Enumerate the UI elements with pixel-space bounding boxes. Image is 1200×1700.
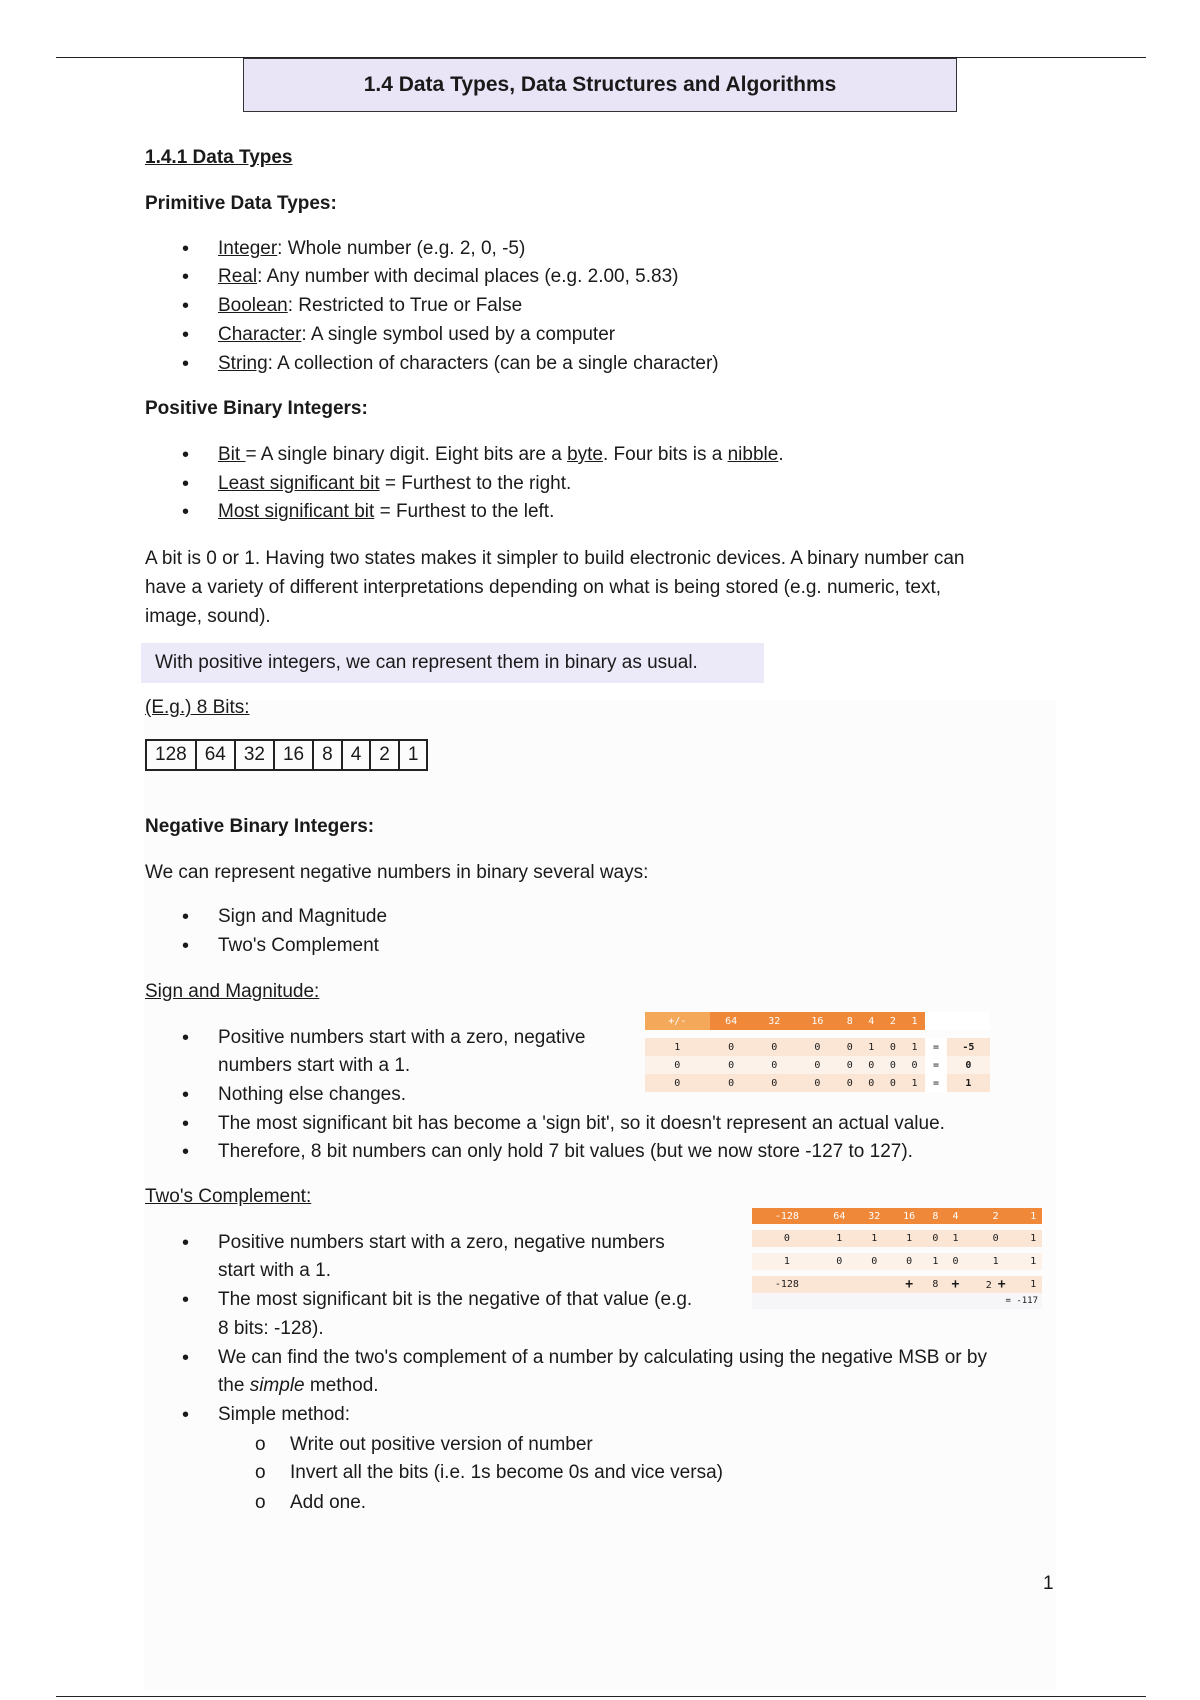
bullet-icon: • [182,1347,190,1369]
header-cell: 1 [904,1012,926,1030]
bit-cell: 128 [147,741,197,769]
bit-cell: 0 [857,1253,892,1270]
value-cell: 0 [947,1056,990,1074]
list-item: • Integer: Whole number (e.g. 2, 0, -5) [218,235,525,263]
list-item-continuation: the simple method. [218,1375,379,1396]
bit-cell: 0 [753,1038,796,1056]
bit-cell: 0 [882,1074,904,1092]
bit-cell: 0 [710,1074,753,1092]
paragraph-line: A bit is 0 or 1. Having two states makes it simpler to build electronic devices. A binary number can [145,548,965,569]
page-number: 1 [1043,1573,1054,1594]
sum-cell: 8 [927,1276,944,1293]
equals-cell: = [925,1074,947,1092]
bullet-icon: • [182,906,190,928]
bit-cell: 1 [944,1230,967,1247]
bullet-icon: • [182,935,190,957]
header-cell: 2 [967,1208,1025,1224]
bit-cell: 0 [645,1056,710,1074]
sub-list-item: o Add one. [290,1489,366,1517]
value-cell: -5 [947,1038,990,1056]
sum-row [752,1276,1042,1293]
negative-intro: We can represent negative numbers in binary several ways: [145,862,649,883]
header-cell: 8 [927,1208,944,1224]
bit-cell: 0 [796,1056,839,1074]
header-cell: 4 [861,1012,883,1030]
equals-cell: = [925,1038,947,1056]
circle-bullet-icon: o [255,1462,266,1483]
bottom-rule [56,1696,1146,1697]
list-item: • The most significant bit is the negative of that value (e.g. [218,1286,692,1314]
header-cell: 2 [882,1012,904,1030]
bullet-icon: • [182,324,190,346]
bit-cell: 1 [1024,1230,1042,1247]
bit-cell: 1 [904,1038,926,1056]
bullet-icon: • [182,1113,190,1135]
list-item: • Most significant bit = Furthest to the left. [218,498,554,526]
plus-cell: + [944,1276,967,1293]
list-item: • Sign and Magnitude [218,903,387,931]
header-cell: 32 [857,1208,892,1224]
list-item: • Nothing else changes. [218,1081,406,1109]
header-cell: 8 [839,1012,861,1030]
table-header-row [645,1012,990,1030]
bit-cell: 1 [904,1074,926,1092]
list-item-continuation: start with a 1. [218,1260,331,1281]
table-row [645,1038,990,1056]
bit-cell: 0 [796,1038,839,1056]
bit-cell: 0 [753,1056,796,1074]
bit-cell: 1 [407,744,419,765]
list-item: • Character: A single symbol used by a computer [218,321,615,349]
primitive-heading: Primitive Data Types: [145,193,337,214]
list-item: • Positive numbers start with a zero, negative [218,1024,586,1052]
list-item-continuation: numbers start with a 1. [218,1055,411,1076]
list-item: • Two's Complement [218,932,379,960]
bit-cell: 1 [892,1230,927,1247]
bullet-icon: • [182,444,190,466]
list-item: • Therefore, 8 bit numbers can only hold 7 bit values (but we now store -127 to 127). [218,1138,913,1166]
list-item-continuation: 8 bits: -128). [218,1318,324,1339]
bullet-icon: • [182,266,190,288]
paragraph-line: have a variety of different interpretations depending on what is being stored (e.g. numeric, text, [145,577,942,598]
bit-cell: 0 [882,1056,904,1074]
list-item: • The most significant bit has become a 'sign bit', so it doesn't represent an actual value. [218,1110,945,1138]
bit-cell: 0 [861,1056,883,1074]
header-cell: +/- [645,1012,710,1030]
bit-cell: 0 [839,1074,861,1092]
bullet-icon: • [182,1289,190,1311]
bit-cell: 1 [822,1230,857,1247]
bit-cell: 0 [822,1253,857,1270]
bit-cell: 0 [710,1056,753,1074]
header-cell: 4 [944,1208,967,1224]
bullet-icon: • [182,1027,190,1049]
bit-cell: 0 [645,1074,710,1092]
sub-list-item: o Write out positive version of number [290,1431,593,1459]
bullet-icon: • [182,1232,190,1254]
bit-cell: 0 [839,1038,861,1056]
equals-cell: = [925,1056,947,1074]
bit-cell: 0 [796,1074,839,1092]
bullet-icon: • [182,1404,190,1426]
table-row [752,1230,1042,1247]
table-header-row [752,1208,1042,1224]
header-cell: 32 [753,1012,796,1030]
bit-cell: 0 [710,1038,753,1056]
bit-cell: 1 [1024,1253,1042,1270]
plus-cell: + [892,1276,927,1293]
list-item: • Positive numbers start with a zero, negative numbers [218,1229,665,1257]
bit-cell: 1 [645,1038,710,1056]
bit-cell: 0 [753,1074,796,1092]
bullet-icon: • [182,1084,190,1106]
list-item: • Simple method: [218,1401,350,1429]
bit-cell: 0 [967,1230,1025,1247]
table-row [752,1253,1042,1270]
list-item: • Real: Any number with decimal places (e.g. 2.00, 5.83) [218,263,678,291]
page-title: 1.4 Data Types, Data Structures and Algorithms [243,58,957,112]
header-cell: 1 [1024,1208,1042,1224]
bit-cell: 1 [861,1038,883,1056]
list-item: • Bit = A single binary digit. Eight bits are a byte. Four bits is a nibble. [218,441,784,469]
bullet-icon: • [182,501,190,523]
sum-cell: 2 + [967,1276,1025,1293]
example-label: (E.g.) 8 Bits: [145,697,250,718]
circle-bullet-icon: o [255,1434,266,1455]
table-row [645,1074,990,1092]
sign-magnitude-table [645,1012,990,1092]
bit-cell: 0 [839,1056,861,1074]
bit-cell: 1 [857,1230,892,1247]
table-row [645,1056,990,1074]
header-cell: 16 [892,1208,927,1224]
bit-cell: 64 [197,741,236,769]
bit-cell: 1 [752,1253,822,1270]
result-cell: = -117 [752,1293,1042,1309]
sum-cell: -128 [752,1276,822,1293]
result-row [752,1293,1042,1309]
bullet-icon: • [182,295,190,317]
value-cell: 1 [947,1074,990,1092]
bit-cell: 0 [861,1074,883,1092]
bit-cell: 0 [944,1253,967,1270]
list-item: • We can find the two's complement of a number by calculating using the negative MSB or by [218,1344,987,1372]
bullet-icon: • [182,353,190,375]
bit-cell: 16 [275,741,314,769]
bit-cell: 4 [343,741,372,769]
header-cell: 64 [710,1012,753,1030]
sum-cell: 1 [1024,1276,1042,1293]
list-item: • Least significant bit = Furthest to the right. [218,470,571,498]
bullet-icon: • [182,238,190,260]
header-cell: 64 [822,1208,857,1224]
negative-heading: Negative Binary Integers: [145,816,375,837]
bit-cell: 0 [752,1230,822,1247]
highlight-note: With positive integers, we can represent them in binary as usual. [141,643,764,683]
bit-cell: 1 [967,1253,1025,1270]
sub-list-item: o Invert all the bits (i.e. 1s become 0s and vice versa) [290,1459,723,1487]
bit-cell: 2 [371,741,400,769]
bit-cell: 1 [927,1253,944,1270]
twos-complement-heading: Two's Complement: [145,1186,312,1207]
bit-cell: 0 [927,1230,944,1247]
bullet-icon: • [182,473,190,495]
paragraph-line: image, sound). [145,606,271,627]
list-item: • String: A collection of characters (can be a single character) [218,350,719,378]
bit-cell: 32 [236,741,275,769]
bit-cell: 8 [314,741,343,769]
bullet-icon: • [182,1141,190,1163]
positive-heading: Positive Binary Integers: [145,398,368,419]
list-item: • Boolean: Restricted to True or False [218,292,522,320]
header-cell: -128 [752,1208,822,1224]
circle-bullet-icon: o [255,1492,266,1513]
bit-place-values [145,739,428,771]
bit-cell: 0 [904,1056,926,1074]
bit-cell: 0 [892,1253,927,1270]
header-cell: 16 [796,1012,839,1030]
bit-cell: 0 [882,1038,904,1056]
section-heading: 1.4.1 Data Types [145,147,293,168]
sign-magnitude-heading: Sign and Magnitude: [145,981,320,1002]
twos-complement-table [752,1208,1042,1309]
